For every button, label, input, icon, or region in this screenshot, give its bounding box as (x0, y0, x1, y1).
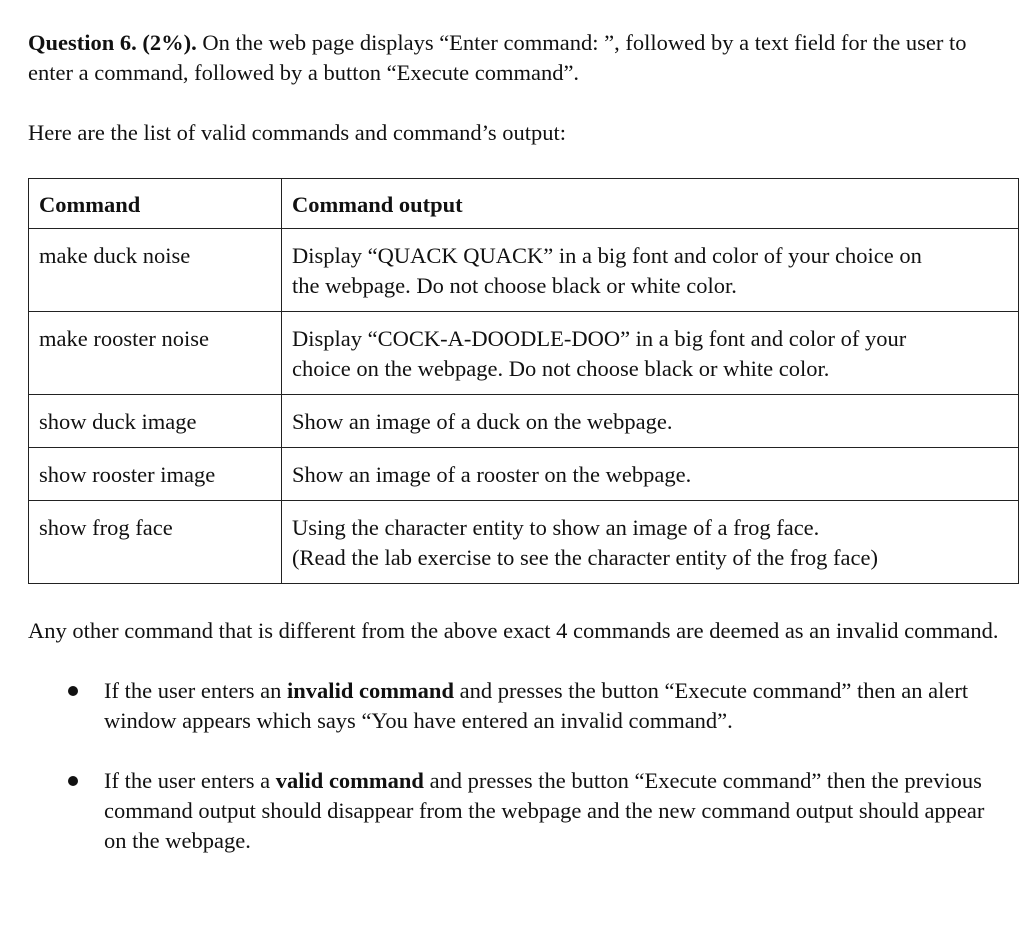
output-line: Display “QUACK QUACK” in a big font and color of your choice on (292, 243, 922, 268)
command-output-cell (282, 448, 1019, 501)
table-body (29, 229, 1019, 584)
rule-emphasis: valid command (275, 768, 424, 793)
question-label: Question 6. (2%). (28, 30, 197, 55)
bullet-icon (68, 686, 78, 696)
header-command: Command (29, 179, 282, 229)
table-row (29, 448, 1019, 501)
output-line: the webpage. Do not choose black or white color. (292, 273, 737, 298)
command-cell: make duck noise (29, 229, 282, 312)
invalid-command-note: Any other command that is different from the above exact 4 commands are deemed as an invalid command. (28, 618, 999, 643)
output-line: Using the character entity to show an image of a frog face. (292, 515, 820, 540)
output-line: choice on the webpage. Do not choose black or white color. (292, 356, 830, 381)
command-output-cell (282, 395, 1019, 448)
question-paragraph (28, 28, 1012, 88)
command-cell: make rooster noise (29, 312, 282, 395)
bullet-icon (68, 776, 78, 786)
rule-text: and presses the button “Execute command” then an alert window appears which says “You have entered an invalid command”. (104, 678, 969, 733)
rule-list-item (80, 676, 1012, 736)
command-cell: show duck image (29, 395, 282, 448)
table-row (29, 312, 1019, 395)
rule-text: If the user enters an (104, 678, 288, 703)
question-text: On the web page displays “Enter command: ”, followed by a text field for the user to enter a command, followed by a button “Execute command”. (28, 30, 967, 85)
rule-list-item (80, 766, 1012, 856)
command-cell: show rooster image (29, 448, 282, 501)
output-line: Display “COCK-A-DOODLE-DOO” in a big font and color of your (292, 326, 907, 351)
commands-table (28, 178, 1019, 584)
command-output-cell (282, 501, 1019, 584)
rule-text: and presses the button “Execute command” then the previous command output should disappear from the webpage and the new command output should appear on the webpage. (104, 768, 985, 853)
command-cell: show frog face (29, 501, 282, 584)
output-line: Show an image of a duck on the webpage. (292, 409, 673, 434)
rule-text: If the user enters a (104, 768, 276, 793)
table-row (29, 229, 1019, 312)
intro-text: Here are the list of valid commands and command’s output: (28, 120, 566, 145)
table-header-row (29, 179, 1019, 229)
output-line: (Read the lab exercise to see the character entity of the frog face) (292, 545, 878, 570)
rules-list (28, 676, 1012, 856)
output-line: Show an image of a rooster on the webpage. (292, 462, 692, 487)
command-output-cell (282, 312, 1019, 395)
table-row (29, 501, 1019, 584)
rule-emphasis: invalid command (287, 678, 454, 703)
command-output-cell (282, 229, 1019, 312)
header-command-output: Command output (282, 179, 1019, 229)
table-row (29, 395, 1019, 448)
